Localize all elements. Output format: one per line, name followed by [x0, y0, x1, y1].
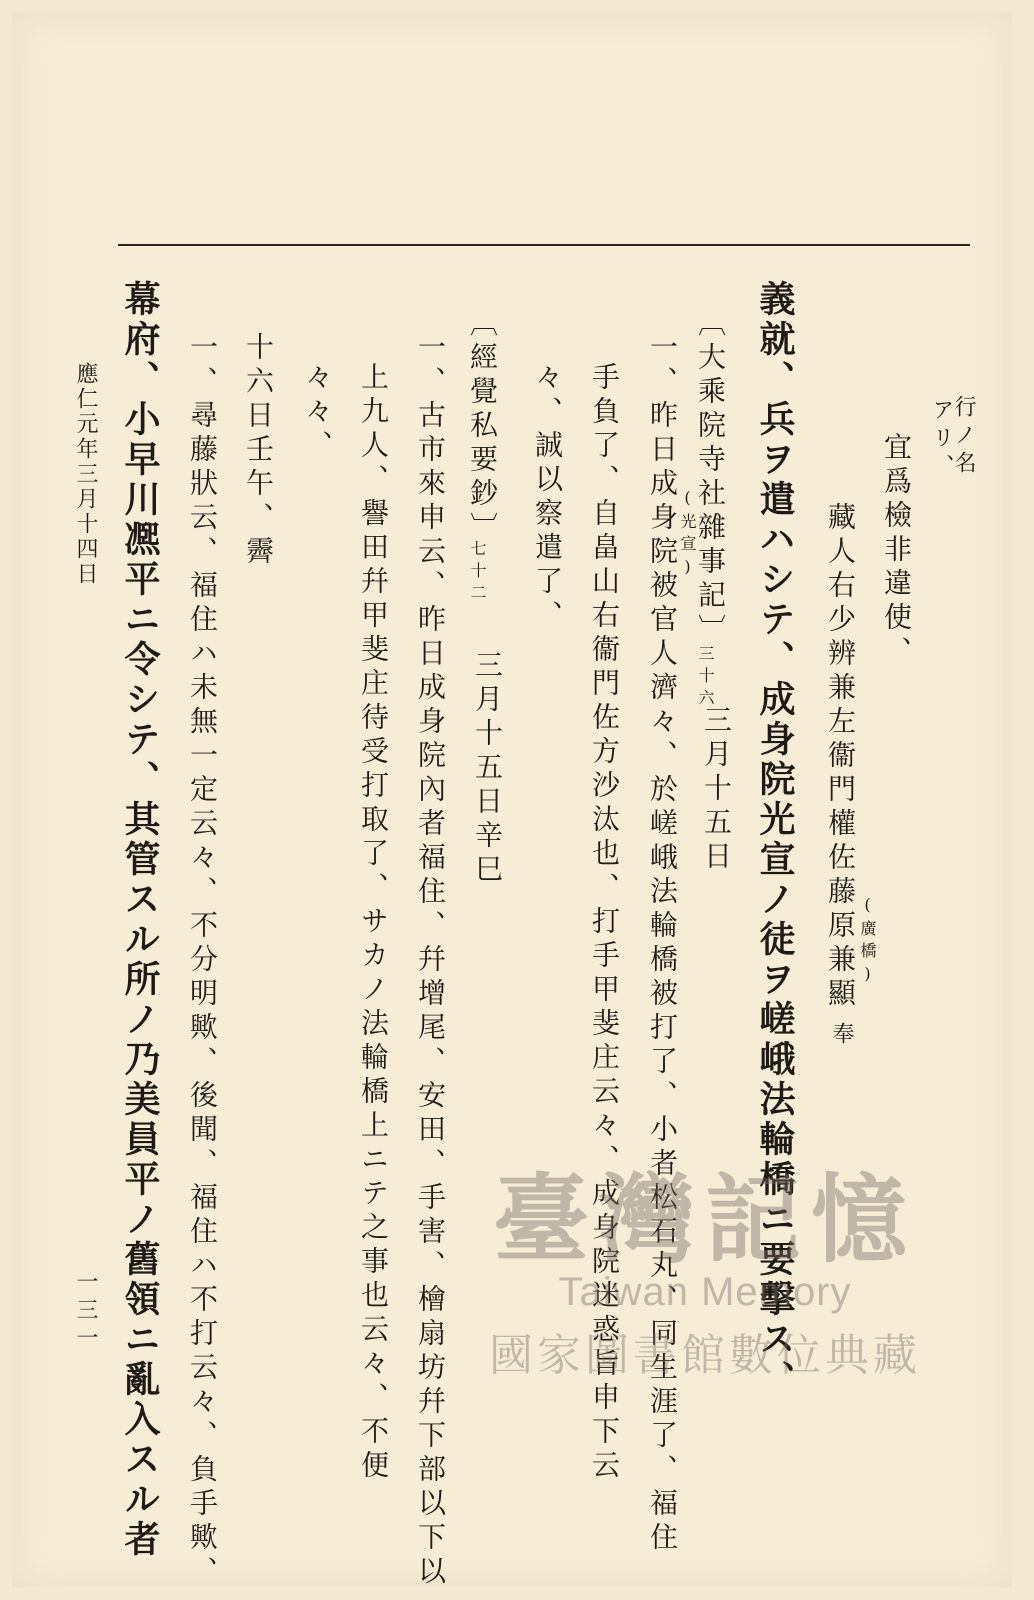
watermark: [445, 1160, 965, 1440]
watermark-title: 臺灣記憶: [493, 1163, 917, 1276]
author-gloss: (廣橋): [858, 895, 877, 989]
author-line: 藏人右少辨兼左衞門權佐藤原兼顯: [824, 502, 857, 1012]
main-heading-2: 幕府、小早川凞平ニ令シテ、其管スル所ノ乃美員平ノ舊領ニ亂入スル者: [119, 280, 161, 1560]
source-2-volume: 七十二: [468, 540, 487, 606]
author-suffix: 奉: [829, 1022, 854, 1050]
page-number: 一三一: [73, 1270, 98, 1354]
entry-a-line-1: 一、昨日成身院被官人濟々、於嵯峨法輪橋被打了、小者松石丸、同生涯了、福住: [646, 332, 679, 1556]
entry-b-line-3: 々々、: [301, 362, 334, 464]
watermark-institution: 國家圖書館數位典藏: [489, 1331, 921, 1380]
source-2-title: 〔經覺私要鈔〕: [466, 308, 499, 546]
entry-a-line-2: 手負了、自畠山右衞門佐方沙汰也、打手甲斐庄云々、成身院迷惑旨申下云: [588, 362, 621, 1484]
date-16: 十六日壬午、霽: [242, 332, 275, 570]
note-right-2: アリ、: [929, 398, 954, 482]
entry-a-line-3: 々、誠以察遣了、: [531, 362, 564, 634]
main-heading-1: 義就、兵ヲ遣ハシテ、成身院光宣ノ徒ヲ嵯峨法輪橋ニ要擊ス、: [754, 280, 796, 1400]
note-right: 行ノ名: [951, 395, 976, 479]
source-1-volume: 三十六: [696, 645, 715, 711]
official-title: 宜爲檢非違使、: [880, 432, 913, 670]
running-head: 應仁元年三月十四日: [73, 362, 98, 587]
entry-c-line-1: 一、尋藤狀云、福住ハ未無一定云々、不分明歟、後聞、福住ハ不打云々、負手歟、: [186, 332, 219, 1590]
source-2-date: 三月十五日辛巳: [471, 650, 504, 888]
section-rule: [118, 244, 970, 246]
entry-b-line-2: 上九人、譽田幷甲斐庄待受打取了、サカノ法輪橋上ニテ之事也云々、不便: [357, 362, 390, 1484]
entry-b-line-1: 一、古市來申云、昨日成身院內者福住、幷增尾、安田、手害、檜扇坊幷下部以下以: [414, 332, 447, 1590]
source-1-gloss: (光宣): [678, 488, 697, 582]
source-1-date: 三月十五日: [700, 705, 733, 875]
watermark-english: Taiwan Memory: [558, 1270, 852, 1314]
source-1-title: 〔大乘院寺社雜事記〕: [694, 308, 727, 648]
